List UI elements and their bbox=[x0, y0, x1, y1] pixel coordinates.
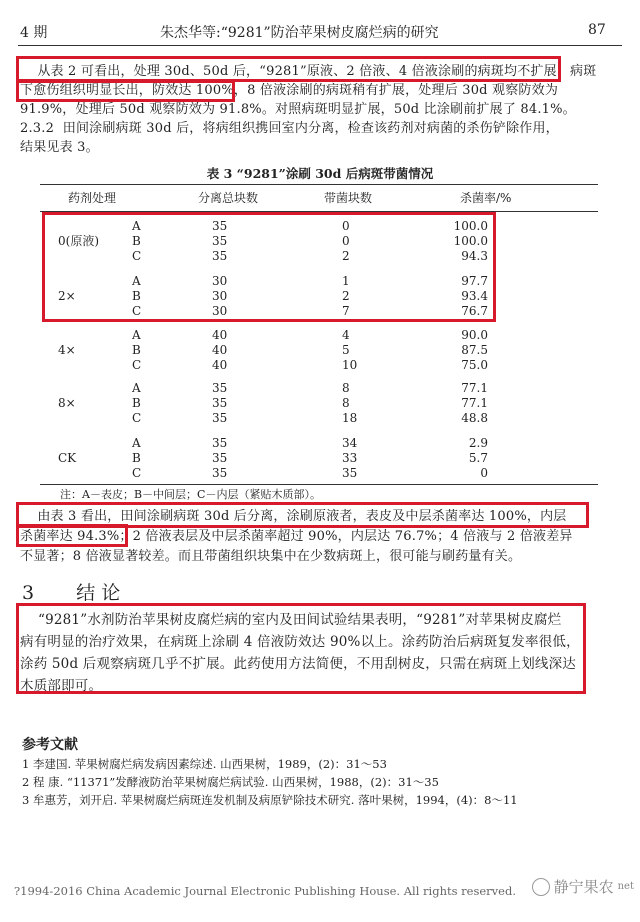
references-heading: 参考文献 bbox=[22, 737, 78, 753]
table-bottom-rule bbox=[40, 484, 598, 485]
table-cell: 77.1 bbox=[461, 396, 488, 410]
table-cell: 35 bbox=[342, 466, 358, 480]
intro-line: 下愈伤组织明显长出，防效达 100%，8 倍液涂刷的病斑稍有扩展，处理后 30d 观察防效为 bbox=[20, 83, 559, 98]
conclusion-line: 病有明显的治疗效果，在病斑上涂刷 4 倍液防效达 90%以上。涂药防治后病斑复发率很低， bbox=[20, 634, 580, 650]
table-header: 带菌块数 bbox=[324, 191, 373, 205]
group-label: 4× bbox=[58, 343, 76, 357]
copyright-footer: ?1994-2016 China Academic Journal Electronic Publishing House. All rights reserved. bbox=[14, 884, 516, 898]
table-cell: 75.0 bbox=[461, 358, 488, 372]
table-cell: 97.7 bbox=[461, 274, 488, 288]
table-cell: 100.0 bbox=[453, 219, 488, 233]
group-label: 2× bbox=[58, 289, 76, 303]
watermark bbox=[532, 876, 634, 897]
table-cell: 35 bbox=[212, 436, 228, 450]
table-cell: A bbox=[132, 219, 141, 233]
highlight-box bbox=[16, 524, 128, 547]
group-label: 0(原液) bbox=[58, 234, 99, 248]
table-cell: 8 bbox=[342, 381, 350, 395]
table-cell: 18 bbox=[342, 411, 358, 425]
table-cell: B bbox=[132, 343, 141, 357]
page-number: 87 bbox=[588, 22, 606, 38]
conclusion-line: 木质部即可。 bbox=[20, 678, 103, 694]
table-cell: 35 bbox=[212, 249, 228, 263]
section-title: 结论 bbox=[76, 582, 127, 604]
table-cell: 33 bbox=[342, 451, 358, 465]
highlight-box bbox=[42, 212, 496, 322]
table-header: 药剂处理 bbox=[68, 191, 117, 205]
table-cell: A bbox=[132, 328, 141, 342]
section-heading bbox=[22, 578, 126, 605]
result-line: 由表 3 看出，田间涂刷病斑 30d 后分离，涂刷原液者，表皮及中层杀菌率达 100%，内层 bbox=[20, 509, 567, 524]
table-cell: 35 bbox=[212, 466, 228, 480]
table-cell: 7 bbox=[342, 304, 350, 318]
table-cell: 35 bbox=[212, 234, 228, 248]
table-cell: 8 bbox=[342, 396, 350, 410]
table-cell: 87.5 bbox=[461, 343, 488, 357]
table-cell: 40 bbox=[212, 328, 228, 342]
table-cell: A bbox=[132, 436, 141, 450]
table-cell: 0 bbox=[480, 466, 488, 480]
table-header: 杀菌率/% bbox=[460, 191, 512, 205]
table-cell: C bbox=[132, 411, 142, 425]
table-cell: 35 bbox=[212, 381, 228, 395]
table-cell: 30 bbox=[212, 304, 228, 318]
table-cell: 35 bbox=[212, 451, 228, 465]
table-cell: 35 bbox=[212, 396, 228, 410]
table-cell: 0 bbox=[342, 234, 350, 248]
table-top-rule bbox=[40, 184, 598, 185]
reference-item: 2 程 康. “11371”发酵液防治苹果树腐烂病试验. 山西果树，1988，(2)：31～35 bbox=[22, 775, 439, 789]
result-line: 不显著；8 倍液显著较差。而且带菌组织块集中在少数病斑上，很可能与刷药量有关。 bbox=[20, 549, 522, 564]
table-cell: C bbox=[132, 466, 142, 480]
table-cell: 40 bbox=[212, 343, 228, 357]
highlight-box bbox=[16, 80, 235, 102]
table-cell: B bbox=[132, 234, 141, 248]
reference-item: 1 李建国. 苹果树腐烂病发病因素综述. 山西果树，1989，(2)：31～53 bbox=[22, 757, 387, 771]
conclusion-line: 涂药 50d 后观察病斑几乎不扩展。此药使用方法简便，不用刮树皮，只需在病斑上划线深达 bbox=[20, 656, 577, 672]
table-cell: 40 bbox=[212, 358, 228, 372]
intro-line: 从表 2 可看出，处理 30d、50d 后，“9281”原液、2 倍液、4 倍液涂刷的病斑均不扩展，病斑 bbox=[20, 64, 597, 79]
table-cell: 94.3 bbox=[461, 249, 488, 263]
table-cell: C bbox=[132, 358, 142, 372]
table-cell: C bbox=[132, 304, 142, 318]
table-cell: B bbox=[132, 396, 141, 410]
table-cell: 77.1 bbox=[461, 381, 488, 395]
running-title: 朱杰华等:“9281”防治苹果树皮腐烂病的研究 bbox=[160, 25, 439, 41]
table-cell: 5.7 bbox=[468, 451, 488, 465]
table-cell: 2 bbox=[342, 289, 350, 303]
header-rule bbox=[18, 45, 622, 46]
table-cell: 35 bbox=[212, 411, 228, 425]
table-cell: 1 bbox=[342, 274, 350, 288]
table-cell: 4 bbox=[342, 328, 350, 342]
table-cell: 35 bbox=[212, 219, 228, 233]
table-cell: C bbox=[132, 249, 142, 263]
intro-line: 结果见表 3。 bbox=[20, 140, 99, 155]
table-cell: A bbox=[132, 274, 141, 288]
table-title: 表 3 “9281”涂刷 30d 后病斑带菌情况 bbox=[206, 166, 434, 181]
wechat-icon bbox=[532, 878, 550, 896]
reference-item: 3 牟惠芳，刘开启. 苹果树腐烂病斑连发机制及病原铲除技术研究. 落叶果树，1994，(4)：8～11 bbox=[22, 793, 518, 807]
table-cell: 90.0 bbox=[461, 328, 488, 342]
table-cell: 2.9 bbox=[468, 436, 488, 450]
table-cell: 93.4 bbox=[461, 289, 488, 303]
highlight-box bbox=[16, 603, 586, 694]
watermark-suffix: net bbox=[617, 881, 634, 892]
conclusion-line: “9281”水剂防治苹果树皮腐烂病的室内及田间试验结果表明，“9281”对苹果树皮腐烂 bbox=[20, 612, 562, 628]
table-cell: 76.7 bbox=[461, 304, 488, 318]
table-cell: B bbox=[132, 451, 141, 465]
intro-line: 91.9%，处理后 50d 观察防效为 91.8%。对照病斑明显扩展，50d 比涂刷前扩展了 84.1%。 bbox=[20, 102, 576, 117]
watermark-text: 静宁果农 bbox=[553, 878, 614, 896]
table-cell: 48.8 bbox=[461, 411, 488, 425]
group-label: CK bbox=[58, 451, 77, 465]
table-cell: 100.0 bbox=[453, 234, 488, 248]
section-number: 3 bbox=[22, 582, 41, 604]
table-cell: 30 bbox=[212, 274, 228, 288]
table-note: 注：A－表皮；B－中间层；C－内层（紧贴木质部）。 bbox=[60, 488, 321, 501]
table-cell: 10 bbox=[342, 358, 358, 372]
intro-line: 2.3.2 田间涂刷病斑 30d 后，将病组织携回室内分离，检查该药剂对病菌的杀伤铲除作用， bbox=[20, 121, 559, 136]
table-cell: 0 bbox=[342, 219, 350, 233]
table-cell: 2 bbox=[342, 249, 350, 263]
table-cell: 34 bbox=[342, 436, 358, 450]
table-header: 分离总块数 bbox=[198, 191, 259, 205]
table-cell: 5 bbox=[342, 343, 350, 357]
result-line: 杀菌率达 94.3%；2 倍液表层及中层杀菌率超过 90%，内层达 76.7%；4 倍液与 2 倍液差异 bbox=[20, 529, 573, 544]
table-cell: 30 bbox=[212, 289, 228, 303]
highlight-box bbox=[16, 56, 561, 82]
table-cell: A bbox=[132, 381, 141, 395]
group-label: 8× bbox=[58, 396, 76, 410]
issue-number: 4 期 bbox=[20, 25, 48, 41]
table-cell: B bbox=[132, 289, 141, 303]
